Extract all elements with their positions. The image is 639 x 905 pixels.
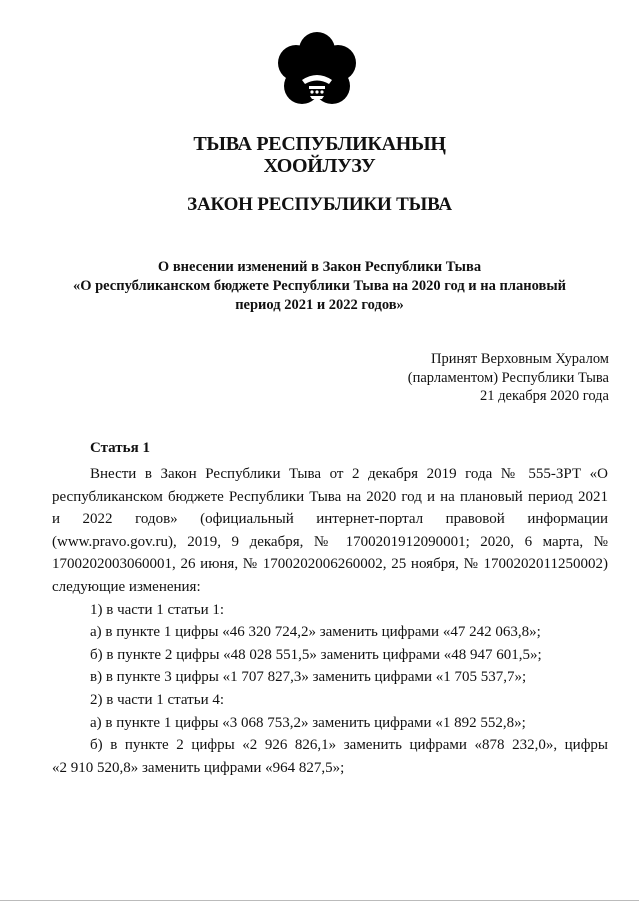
header-native-line2: ХООЙЛУЗУ (263, 155, 376, 177)
header-native-title (0, 133, 639, 177)
law-title: ЗАКОН РЕСПУБЛИКИ ТЫВА (187, 194, 452, 215)
intro-line: следующие изменения: (52, 578, 201, 595)
adoption-line1: Принят Верховным Хуралом (431, 351, 609, 367)
list-item: а) в пункте 1 цифры «3 068 753,2» заменить цифрами «1 892 552,8»; (90, 714, 526, 731)
intro-line: Внести в Закон Республики Тыва от 2 декабря 2019 года № 555-ЗРТ «О (90, 466, 608, 482)
tuva-emblem-icon (272, 30, 362, 115)
document-title-line1: О внесении изменений в Закон Республики Тыва (157, 259, 482, 275)
document-title (40, 258, 599, 315)
intro-line: республиканском бюджете Республики Тыва на 2020 год и на плановый период 2021 (52, 488, 608, 505)
list-item: б) в пункте 2 цифры «2 926 826,1» заменить цифрами «878 232,0», цифры (90, 737, 608, 754)
adoption-line2: (парламентом) Республики Тыва (407, 369, 609, 386)
header-native-line1: ТЫВА РЕСПУБЛИКАНЫҢ (193, 133, 446, 155)
list-item-continuation: «2 910 520,8» заменить цифрами «964 827,5»; (52, 759, 345, 776)
list-item: а) в пункте 1 цифры «46 320 724,2» заменить цифрами «47 242 063,8»; (90, 624, 541, 641)
document-title-line2: «О республиканском бюджете Республики Тыва на 2020 год и на плановый (72, 278, 567, 294)
intro-line: и 2022 годов» (официальный интернет-портал правовой информации (52, 511, 608, 528)
article-body (52, 463, 608, 779)
list-item: 2) в части 1 статьи 4: (90, 691, 225, 708)
article-heading: Статья 1 (90, 440, 150, 456)
intro-line: (www.pravo.gov.ru), 2019, 9 декабря, № 1700201912090001; 2020, 6 марта, № (52, 533, 608, 550)
document-title-line3: период 2021 и 2022 годов» (235, 297, 404, 313)
intro-line: 1700202003060001, 26 июня, № 1700202006260002, 25 ноября, № 1700202011250002) (52, 556, 608, 573)
adoption-date: 21 декабря 2020 года (480, 388, 609, 404)
list-item: б) в пункте 2 цифры «48 028 551,5» заменить цифрами «48 947 601,5»; (90, 646, 542, 663)
list-item: в) в пункте 3 цифры «1 707 827,3» заменить цифрами «1 705 537,7»; (90, 669, 527, 686)
page-bottom-rule (0, 900, 639, 901)
adoption-note (408, 350, 609, 406)
list-item: 1) в части 1 статьи 1: (90, 601, 225, 618)
